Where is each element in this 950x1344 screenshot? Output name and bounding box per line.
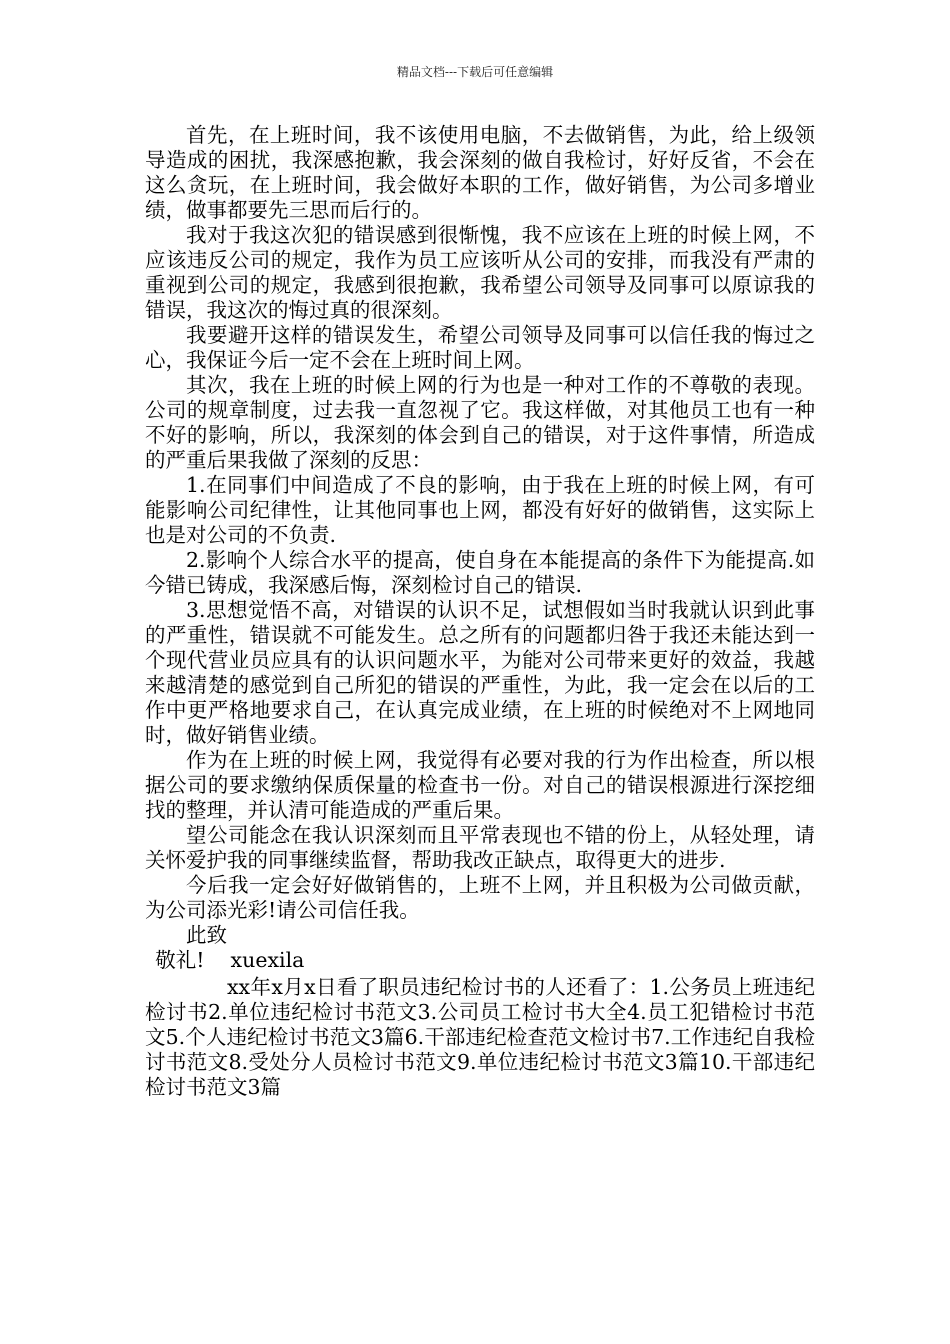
paragraph-item-1: 1.在同事们中间造成了不良的影响，由于我在上班的时候上网，有可能影响公司纪律性，让其他同事也上网，都没有好好的做销售，这实际上也是对公司的不负责. <box>145 473 815 547</box>
paragraph-3: 我要避开这样的错误发生，希望公司领导及同事可以信任我的悔过之心，我保证今后一定不会在上班时间上网。 <box>145 323 815 372</box>
paragraph-item-3: 3.思想觉悟不高，对错误的认识不足，试想假如当时我就认识到此事的严重性，错误就不可能发生。总之所有的问题都归咎于我还未能达到一个现代营业员应具有的认识问题水平，为能对公司带来更好的效益，我越来越清楚的感觉到自己所犯的错误的严重性，为此，我一定会在以后的工作中更严格地要求自己，在认真完成业绩，在上班的时候绝对不上网地同时，做好销售业绩。 <box>145 598 815 747</box>
document-body <box>145 123 815 1100</box>
paragraph-1: 首先，在上班时间，我不该使用电脑，不去做销售，为此，给上级领导造成的困扰，我深感抱歉，我会深刻的做自我检讨，好好反省，不会在这么贪玩，在上班时间，我会做好本职的工作，做好销售，为公司多增业绩，做事都要先三思而后行的。 <box>145 123 815 222</box>
paragraph-2: 我对于我这次犯的错误感到很惭愧，我不应该在上班的时候上网，不应该违反公司的规定，我作为员工应该听从公司的安排，而我没有严肃的重视到公司的规定，我感到很抱歉，我希望公司领导及同事可以原谅我的错误，我这次的悔过真的很深刻。 <box>145 223 815 322</box>
paragraph-item-2: 2.影响个人综合水平的提高，使自身在本能提高的条件下为能提高.如今错已铸成，我深感后悔，深刻检讨自己的错误. <box>145 548 815 597</box>
paragraph-7: 今后我一定会好好做销售的，上班不上网，并且积极为公司做贡献，为公司添光彩!请公司信任我。 <box>145 873 815 922</box>
paragraph-5: 作为在上班的时候上网，我觉得有必要对我的行为作出检查，所以根据公司的要求缴纳保质保量的检查书一份。对自己的错误根源进行深挖细找的整理，并认清可能造成的严重后果。 <box>145 748 815 822</box>
paragraph-4: 其次，我在上班的时候上网的行为也是一种对工作的不尊敬的表现。公司的规章制度，过去我一直忽视了它。我这样做，对其他员工也有一种不好的影响，所以，我深刻的体会到自己的错误，对于这件事情，所造成的严重后果我做了深刻的反思： <box>145 373 815 472</box>
related-articles: xx年x月x日看了职员违纪检讨书的人还看了：1.公务员上班违纪检讨书2.单位违纪检讨书范文3.公司员工检讨书大全4.员工犯错检讨书范文5.个人违纪检讨书范文3篇6.干部违纪检查范文检讨书7.工作违纪自我检讨书范文8.受处分人员检讨书范文9.单位违纪检讨书范文3篇10.干部违纪检讨书范文3篇 <box>145 975 815 1099</box>
closing-signature: 敬礼! xuexila <box>155 948 305 972</box>
page-header: 精品文档---下载后可任意编辑 <box>396 65 554 79</box>
paragraph-6: 望公司能念在我认识深刻而且平常表现也不错的份上，从轻处理，请关怀爱护我的同事继续监督，帮助我改正缺点，取得更大的进步. <box>145 823 815 872</box>
salutation: 此致 <box>186 923 227 947</box>
